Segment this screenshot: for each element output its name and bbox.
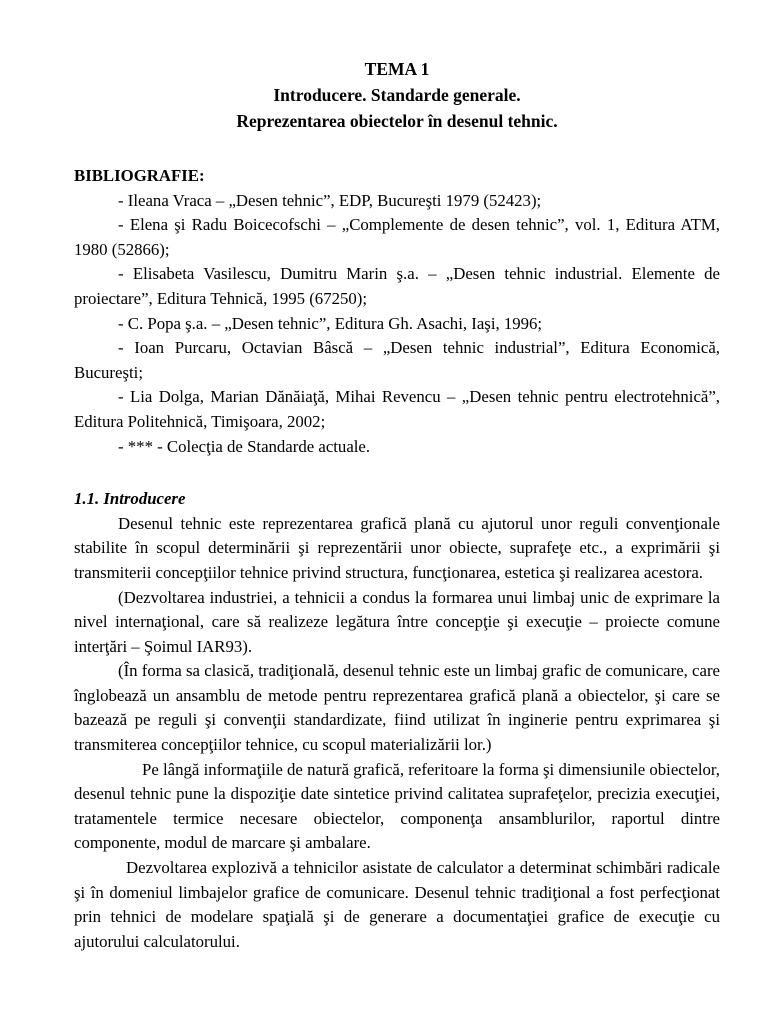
body-paragraph: (În forma sa clasică, tradiţională, desenul tehnic este un limbaj grafic de comunicare, care înglobează un ansamblu de metode pentru reprezentarea grafică plană a obiectelor, şi care se bazează pe reguli şi convenţii standardizate, fiind utilizat în inginerie pentru exprimarea şi transmiterea concepţiilor tehnice, cu scopul materializării lor.)	[74, 661, 720, 755]
body-paragraph: Dezvoltarea explozivă a tehnicilor asistate de calculator a determinat schimbări radicale şi în domeniul limbajelor grafice de comunicare. Desenul tehnic tradiţional a fost perfecţionat prin tehnici de modelare spaţială şi de generare a documentaţiei grafice de execuţie cu ajutorului calculatorului.	[74, 858, 720, 951]
bibliography-item: - Lia Dolga, Marian Dănăiaţă, Mihai Revencu – „Desen tehnic pentru electrotehnică”, Editura Politehnică, Timişoara, 2002;	[74, 387, 720, 431]
document-title	[74, 56, 720, 134]
body-paragraph: Pe lângă informaţiile de natură grafică, referitoare la forma şi dimensiunile obiectelor, desenul tehnic pune la dispoziţie date sintetice privind calitatea suprafeţelor, precizia execuţiei, tratamentele termice necesare obiectelor, componenţa ansamblurilor, raportul dintre componente, modul de marcare şi ambalare.	[74, 759, 720, 853]
bibliography-item: - Ioan Purcaru, Octavian Bâscă – „Desen tehnic industrial”, Editura Economică, Bucureşti;	[74, 338, 720, 382]
section-heading: 1.1. Introducere	[74, 489, 186, 509]
bibliography-item: - Elisabeta Vasilescu, Dumitru Marin ş.a. – „Desen tehnic industrial. Elemente de proiectare”, Editura Tehnică, 1995 (67250);	[74, 264, 720, 308]
body-paragraph: (Dezvoltarea industriei, a tehnicii a condus la formarea unui limbaj unic de exprimare la nivel internaţional, care să realizeze legătura între concepţie şi execuţie – proiecte comune interţări – Şoimul IAR93).	[74, 587, 720, 656]
title-line-2: Introducere. Standarde generale.	[273, 85, 521, 105]
body-paragraph: Desenul tehnic este reprezentarea grafică plană cu ajutorul unor reguli convenţionale stabilite în scopul determinării şi reprezentării unor obiecte, suprafeţe etc., a exprimării şi transmiterii concepţiilor tehnice privind structura, funcţionarea, estetica şi realizarea acestora.	[74, 513, 720, 582]
bibliography-item: - Ileana Vraca – „Desen tehnic”, EDP, Bucureşti 1979 (52423);	[118, 190, 542, 210]
bibliography-item: - *** - Colecţia de Standarde actuale.	[118, 436, 371, 456]
introduction-section	[74, 487, 720, 954]
bibliography-item: - C. Popa ş.a. – „Desen tehnic”, Editura Gh. Asachi, Iaşi, 1996;	[118, 313, 543, 333]
bibliography-heading: BIBLIOGRAFIE:	[74, 166, 205, 185]
bibliography-item: - Elena şi Radu Boicecofschi – „Complemente de desen tehnic”, vol. 1, Editura ATM, 1980 (52866);	[74, 215, 720, 259]
title-line-3: Reprezentarea obiectelor în desenul tehnic.	[236, 111, 558, 131]
title-line-1: TEMA 1	[364, 59, 430, 79]
bibliography-section	[74, 164, 720, 459]
